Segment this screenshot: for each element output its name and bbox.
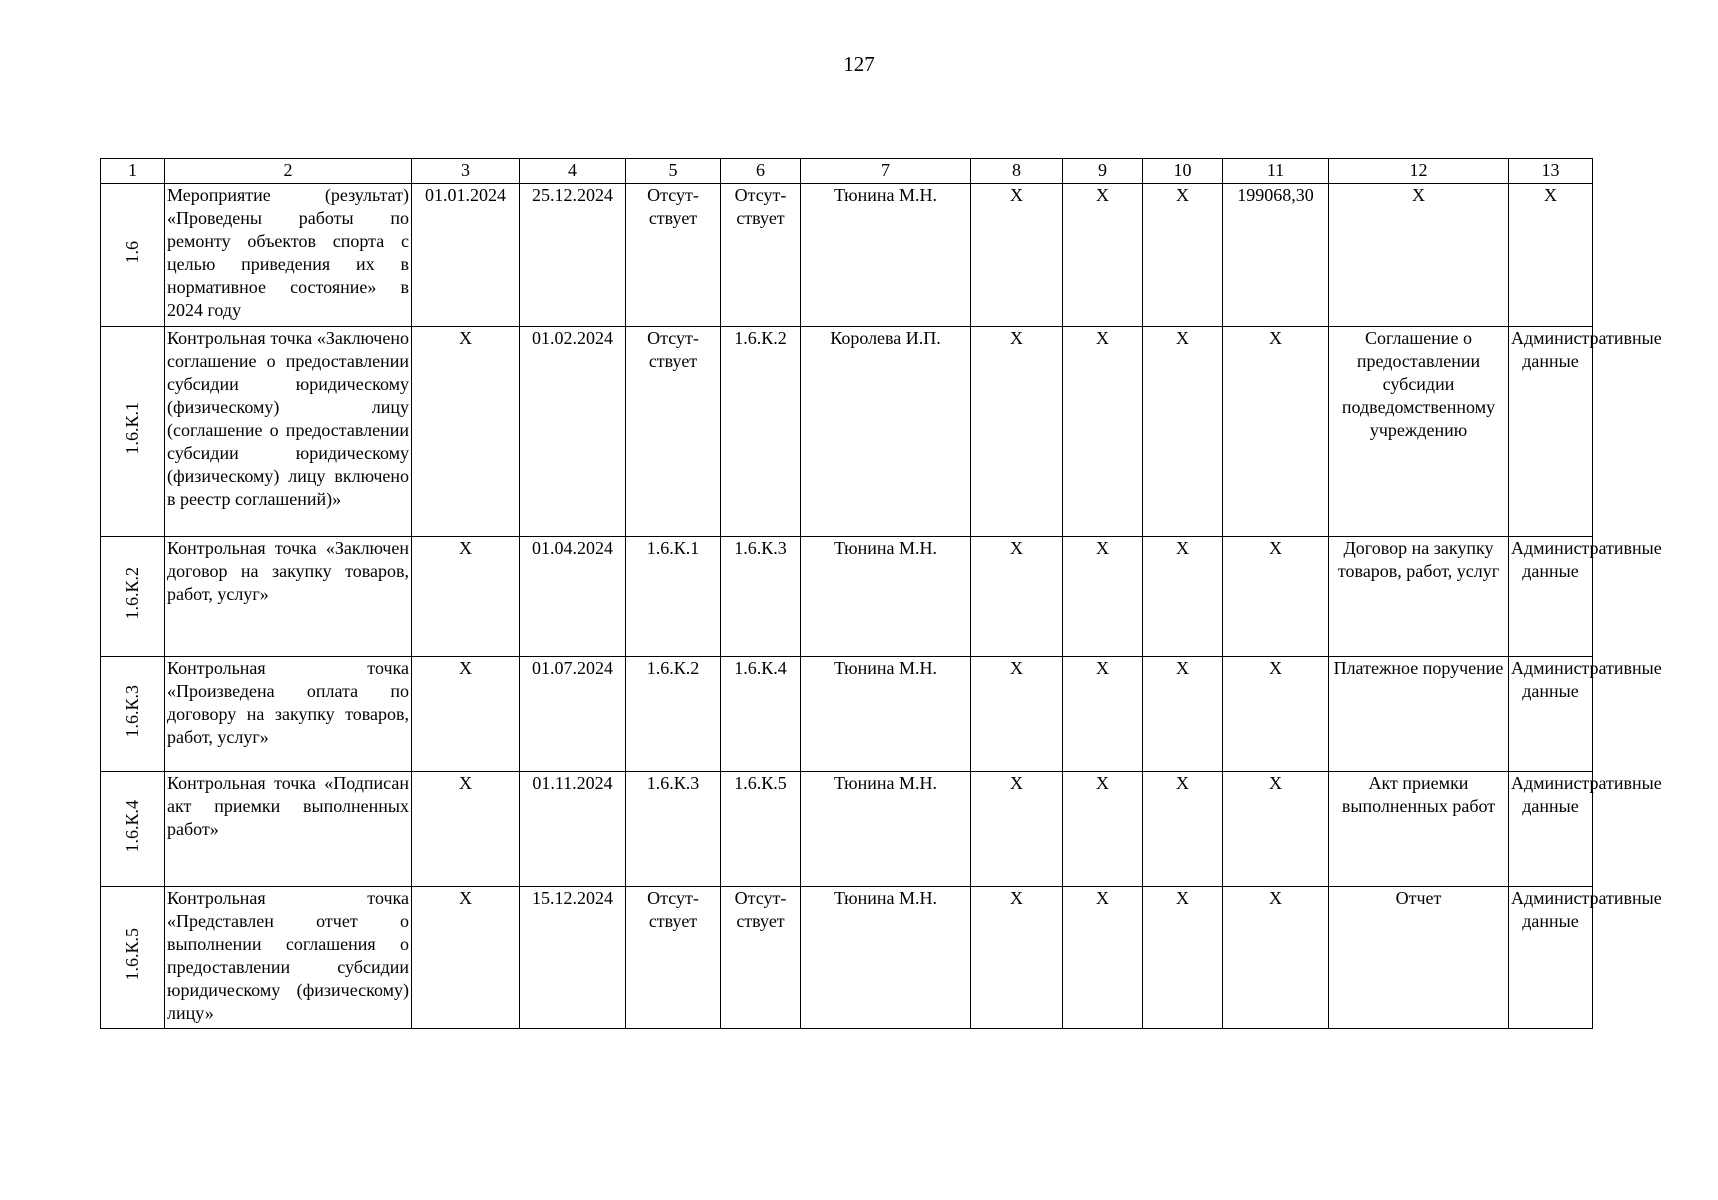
row-source: X: [1509, 184, 1593, 327]
row-col8: X: [971, 327, 1063, 537]
row-col8: X: [971, 772, 1063, 887]
row-document: X: [1329, 184, 1509, 327]
row-end-date: 15.12.2024: [520, 887, 626, 1029]
column-header: 4: [520, 159, 626, 184]
table-row: [101, 327, 1593, 537]
row-amount: X: [1223, 887, 1329, 1029]
row-responsible: Тюнина М.Н.: [801, 537, 971, 657]
table-row: [101, 184, 1593, 327]
row-name: Контрольная точка «Произведена оплата по договору на закупку товаров, работ, услуг»: [165, 657, 412, 772]
row-col9: X: [1063, 772, 1143, 887]
table-row: [101, 657, 1593, 772]
row-code-cell: [101, 184, 165, 327]
header-row: [101, 159, 1593, 184]
row-code-cell: [101, 887, 165, 1029]
row-col9: X: [1063, 887, 1143, 1029]
row-code: 1.6.К.5: [122, 928, 142, 981]
column-header: 1: [101, 159, 165, 184]
row-col9: X: [1063, 184, 1143, 327]
table-row: [101, 772, 1593, 887]
row-responsible: Тюнина М.Н.: [801, 887, 971, 1029]
row-source: Административные данные: [1509, 327, 1593, 537]
row-code-cell: [101, 537, 165, 657]
row-predecessor: Отсут-ствует: [626, 327, 721, 537]
row-code: 1.6.К.2: [122, 567, 142, 620]
row-document: Соглашение о предоставлении субсидии подведомственному учреждению: [1329, 327, 1509, 537]
row-predecessor: Отсут-ствует: [626, 184, 721, 327]
row-code: 1.6: [122, 240, 142, 264]
row-col8: X: [971, 887, 1063, 1029]
row-code-cell: [101, 772, 165, 887]
row-col10: X: [1143, 537, 1223, 657]
row-successor: 1.6.К.3: [721, 537, 801, 657]
row-name: Контрольная точка «Заключено соглашение о предоставлении субсидии юридическому (физическому) лицу (соглашение о предоставлении субсидии юридическому (физическому) лицу включено в реестр соглашений)»: [165, 327, 412, 537]
row-start-date: X: [412, 537, 520, 657]
row-start-date: 01.01.2024: [412, 184, 520, 327]
row-name: Мероприятие (результат) «Проведены работы по ремонту объектов спорта с целью приведения их в нормативное состояние» в 2024 году: [165, 184, 412, 327]
page-number: 127: [843, 52, 875, 76]
row-col9: X: [1063, 537, 1143, 657]
row-document: Договор на закупку товаров, работ, услуг: [1329, 537, 1509, 657]
plan-table: [100, 158, 1662, 1029]
row-successor: 1.6.К.4: [721, 657, 801, 772]
row-col8: X: [971, 537, 1063, 657]
row-col9: X: [1063, 327, 1143, 537]
column-header: 8: [971, 159, 1063, 184]
column-header: 10: [1143, 159, 1223, 184]
row-start-date: X: [412, 772, 520, 887]
column-header: 11: [1223, 159, 1329, 184]
row-end-date: 01.07.2024: [520, 657, 626, 772]
column-header: 6: [721, 159, 801, 184]
row-successor: Отсут-ствует: [721, 184, 801, 327]
row-end-date: 01.02.2024: [520, 327, 626, 537]
row-amount: X: [1223, 657, 1329, 772]
row-document: Отчет: [1329, 887, 1509, 1029]
row-predecessor: Отсут-ствует: [626, 887, 721, 1029]
row-start-date: X: [412, 657, 520, 772]
row-successor: 1.6.К.2: [721, 327, 801, 537]
row-predecessor: 1.6.К.2: [626, 657, 721, 772]
row-end-date: 25.12.2024: [520, 184, 626, 327]
row-col10: X: [1143, 657, 1223, 772]
row-name: Контрольная точка «Заключен договор на закупку товаров, работ, услуг»: [165, 537, 412, 657]
row-amount: X: [1223, 327, 1329, 537]
row-document: Платежное поручение: [1329, 657, 1509, 772]
row-code-cell: [101, 327, 165, 537]
row-name: Контрольная точка «Подписан акт приемки выполненных работ»: [165, 772, 412, 887]
row-code-cell: [101, 657, 165, 772]
row-source: Административные данные: [1509, 772, 1593, 887]
row-end-date: 01.11.2024: [520, 772, 626, 887]
row-col9: X: [1063, 657, 1143, 772]
row-code: 1.6.К.4: [122, 799, 142, 853]
row-col8: X: [971, 184, 1063, 327]
column-header: 7: [801, 159, 971, 184]
table-row: [101, 537, 1593, 657]
row-responsible: Тюнина М.Н.: [801, 184, 971, 327]
row-document: Акт приемки выполненных работ: [1329, 772, 1509, 887]
row-code: 1.6.К.3: [122, 684, 142, 738]
row-source: Административные данные: [1509, 537, 1593, 657]
row-responsible: Тюнина М.Н.: [801, 657, 971, 772]
row-end-date: 01.04.2024: [520, 537, 626, 657]
row-responsible: Королева И.П.: [801, 327, 971, 537]
row-start-date: X: [412, 887, 520, 1029]
row-responsible: Тюнина М.Н.: [801, 772, 971, 887]
row-code: 1.6.К.1: [122, 402, 142, 455]
row-col10: X: [1143, 184, 1223, 327]
column-header: 13: [1509, 159, 1593, 184]
row-successor: Отсут-ствует: [721, 887, 801, 1029]
table-row: [101, 887, 1593, 1029]
row-col10: X: [1143, 772, 1223, 887]
column-header: 3: [412, 159, 520, 184]
row-amount: X: [1223, 772, 1329, 887]
column-header: 9: [1063, 159, 1143, 184]
row-name: Контрольная точка «Представлен отчет о выполнении соглашения о предоставлении субсидии юридическому (физическому) лицу»: [165, 887, 412, 1029]
row-predecessor: 1.6.К.1: [626, 537, 721, 657]
column-header: 12: [1329, 159, 1509, 184]
row-col10: X: [1143, 887, 1223, 1029]
row-col10: X: [1143, 327, 1223, 537]
row-source: Административные данные: [1509, 887, 1593, 1029]
row-amount: 199068,30: [1223, 184, 1329, 327]
column-header: 2: [165, 159, 412, 184]
row-amount: X: [1223, 537, 1329, 657]
column-header: 5: [626, 159, 721, 184]
row-start-date: X: [412, 327, 520, 537]
row-successor: 1.6.К.5: [721, 772, 801, 887]
row-col8: X: [971, 657, 1063, 772]
row-predecessor: 1.6.К.3: [626, 772, 721, 887]
row-source: Административные данные: [1509, 657, 1593, 772]
